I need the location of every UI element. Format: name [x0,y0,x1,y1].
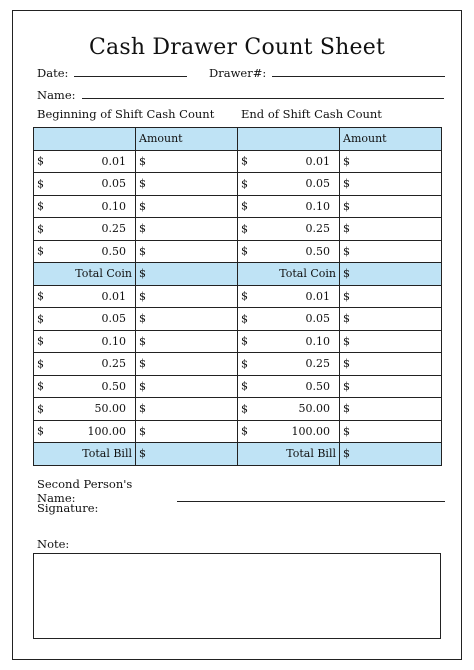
denomination-value: 50.00 [298,402,330,416]
drawer-label: Drawer#: [209,66,267,80]
amount-cell[interactable] [340,330,442,353]
denomination-cell [34,195,136,218]
dollar-sign: $ [139,244,146,258]
dollar-sign: $ [241,177,248,191]
amount-cell[interactable] [340,353,442,376]
dollar-sign: $ [241,424,248,438]
total-coin-row [34,263,238,286]
dollar-sign: $ [343,267,350,281]
denomination-cell [34,150,136,173]
denomination-cell [238,195,340,218]
dollar-sign: $ [343,222,350,236]
table-row [238,195,442,218]
dollar-sign: $ [241,402,248,416]
amount-cell[interactable] [340,420,442,443]
denomination-value: 50.00 [94,402,126,416]
table-row [238,173,442,196]
table-row [34,285,238,308]
amount-cell[interactable] [136,420,238,443]
amount-cell[interactable] [340,375,442,398]
denomination-cell [34,240,136,263]
amount-cell[interactable] [340,285,442,308]
amount-cell[interactable] [340,240,442,263]
total-coin-row [238,263,442,286]
table-row [34,173,238,196]
total-coin-label: Total Coin [238,263,340,286]
dollar-sign: $ [139,267,146,281]
note-field [37,537,69,551]
denomination-cell [238,398,340,421]
amount-header: Amount [340,128,442,151]
denomination-cell [34,420,136,443]
denomination-cell [238,173,340,196]
denomination-value: 0.10 [101,334,126,348]
dollar-sign: $ [241,312,248,326]
name-label: Name: [37,88,76,102]
amount-cell[interactable] [136,353,238,376]
dollar-sign: $ [343,402,350,416]
page-title: Cash Drawer Count Sheet [88,35,385,60]
dollar-sign: $ [37,289,44,303]
note-label: Note: [37,537,70,551]
denomination-cell [34,308,136,331]
dollar-sign: $ [343,312,350,326]
date-input-line[interactable] [74,76,187,77]
denomination-cell [238,285,340,308]
denomination-value: 0.25 [305,357,330,371]
dollar-sign: $ [37,357,44,371]
total-coin-amount-cell[interactable] [136,263,238,286]
amount-cell[interactable] [136,240,238,263]
beginning-section-label: Beginning of Shift Cash Count [37,107,215,121]
table-row [34,375,238,398]
table-row [34,330,238,353]
date-field[interactable] [37,66,187,80]
dollar-sign: $ [139,424,146,438]
denomination-value: 0.01 [305,154,330,168]
dollar-sign: $ [241,199,248,213]
denomination-value: 0.05 [305,177,330,191]
denomination-cell [34,398,136,421]
denomination-value: 0.50 [101,379,126,393]
dollar-sign: $ [37,154,44,168]
dollar-sign: $ [37,424,44,438]
denomination-value: 0.01 [101,154,126,168]
amount-cell[interactable] [340,173,442,196]
dollar-sign: $ [343,334,350,348]
denomination-value: 0.05 [101,177,126,191]
denomination-value: 0.50 [101,244,126,258]
denomination-value: 0.50 [305,244,330,258]
total-bill-amount-cell[interactable] [136,443,238,466]
denomination-cell [238,420,340,443]
amount-header: Amount [136,128,238,151]
denomination-cell [238,308,340,331]
denomination-value: 0.01 [305,289,330,303]
end-section-label: End of Shift Cash Count [241,107,382,121]
total-bill-label: Total Bill [34,443,136,466]
amount-cell[interactable] [136,173,238,196]
amount-cell[interactable] [340,150,442,173]
dollar-sign: $ [139,222,146,236]
dollar-sign: $ [241,379,248,393]
amount-cell[interactable] [340,308,442,331]
denomination-cell [34,218,136,241]
dollar-sign: $ [139,199,146,213]
amount-cell[interactable] [136,330,238,353]
denomination-cell [238,375,340,398]
dollar-sign: $ [139,177,146,191]
table-row [238,150,442,173]
amount-cell[interactable] [136,218,238,241]
beginning-count-table [33,127,238,466]
dollar-sign: $ [139,402,146,416]
table-header-row [238,128,442,151]
name-field[interactable] [37,88,445,102]
denomination-value: 0.05 [101,312,126,326]
total-coin-amount-cell[interactable] [340,263,442,286]
dollar-sign: $ [343,154,350,168]
table-row [34,398,238,421]
denomination-value: 0.10 [101,199,126,213]
denomination-value: 0.05 [305,312,330,326]
table-row [34,353,238,376]
signature-label: Signature: [37,501,99,515]
table-row [238,240,442,263]
dollar-sign: $ [241,334,248,348]
denomination-cell [34,353,136,376]
name-input-line[interactable] [82,98,444,99]
dollar-sign: $ [139,312,146,326]
amount-cell[interactable] [340,195,442,218]
drawer-input-line[interactable] [272,76,445,77]
amount-cell[interactable] [136,375,238,398]
dollar-sign: $ [139,289,146,303]
total-bill-row [34,443,238,466]
dollar-sign: $ [343,357,350,371]
dollar-sign: $ [37,379,44,393]
denomination-value: 0.25 [305,222,330,236]
denomination-cell [238,150,340,173]
table-row [34,218,238,241]
dollar-sign: $ [37,402,44,416]
table-row [34,240,238,263]
table-row [34,308,238,331]
drawer-field[interactable] [209,66,445,80]
dollar-sign: $ [37,312,44,326]
dollar-sign: $ [37,244,44,258]
dollar-sign: $ [241,222,248,236]
date-label: Date: [37,66,69,80]
denomination-cell [34,375,136,398]
table-row [238,285,442,308]
dollar-sign: $ [139,447,146,461]
dollar-sign: $ [241,357,248,371]
denomination-value: 0.10 [305,334,330,348]
dollar-sign: $ [343,447,350,461]
amount-cell[interactable] [136,398,238,421]
denomination-cell [34,330,136,353]
amount-cell[interactable] [340,398,442,421]
denomination-value: 0.25 [101,357,126,371]
dollar-sign: $ [139,334,146,348]
dollar-sign: $ [139,154,146,168]
table-row [34,420,238,443]
denomination-cell [238,240,340,263]
denomination-value: 0.10 [305,199,330,213]
dollar-sign: $ [139,357,146,371]
table-row [238,420,442,443]
table-row [238,308,442,331]
table-row [238,353,442,376]
denomination-cell [34,285,136,308]
amount-cell[interactable] [136,285,238,308]
total-coin-label: Total Coin [34,263,136,286]
denomination-value: 100.00 [291,424,330,438]
second-person-input-line[interactable] [177,501,445,502]
table-header-row [34,128,238,151]
table-row [34,150,238,173]
denomination-value: 0.01 [101,289,126,303]
table-row [238,375,442,398]
dollar-sign: $ [241,289,248,303]
dollar-sign: $ [37,222,44,236]
denomination-cell [238,330,340,353]
dollar-sign: $ [37,334,44,348]
dollar-sign: $ [343,379,350,393]
amount-cell[interactable] [340,218,442,241]
end-count-table [237,127,442,466]
table-row [34,195,238,218]
dollar-sign: $ [343,177,350,191]
amount-cell[interactable] [136,195,238,218]
dollar-sign: $ [139,379,146,393]
dollar-sign: $ [343,289,350,303]
denomination-cell [238,218,340,241]
total-bill-amount-cell[interactable] [340,443,442,466]
dollar-sign: $ [343,424,350,438]
denomination-header-cell [238,128,340,151]
denomination-value: 0.25 [101,222,126,236]
amount-cell[interactable] [136,150,238,173]
signature-field[interactable] [37,501,98,515]
dollar-sign: $ [343,199,350,213]
denomination-value: 100.00 [87,424,126,438]
denomination-value: 0.50 [305,379,330,393]
table-row [238,330,442,353]
dollar-sign: $ [241,244,248,258]
total-bill-label: Total Bill [238,443,340,466]
denomination-header-cell [34,128,136,151]
total-bill-row [238,443,442,466]
note-box[interactable] [33,553,441,639]
count-sheet-page [12,10,462,660]
dollar-sign: $ [37,199,44,213]
denomination-cell [34,173,136,196]
table-row [238,398,442,421]
dollar-sign: $ [343,244,350,258]
denomination-cell [238,353,340,376]
table-row [238,218,442,241]
dollar-sign: $ [37,177,44,191]
dollar-sign: $ [241,154,248,168]
second-person-label: Second Person's Name: [37,477,133,505]
amount-cell[interactable] [136,308,238,331]
